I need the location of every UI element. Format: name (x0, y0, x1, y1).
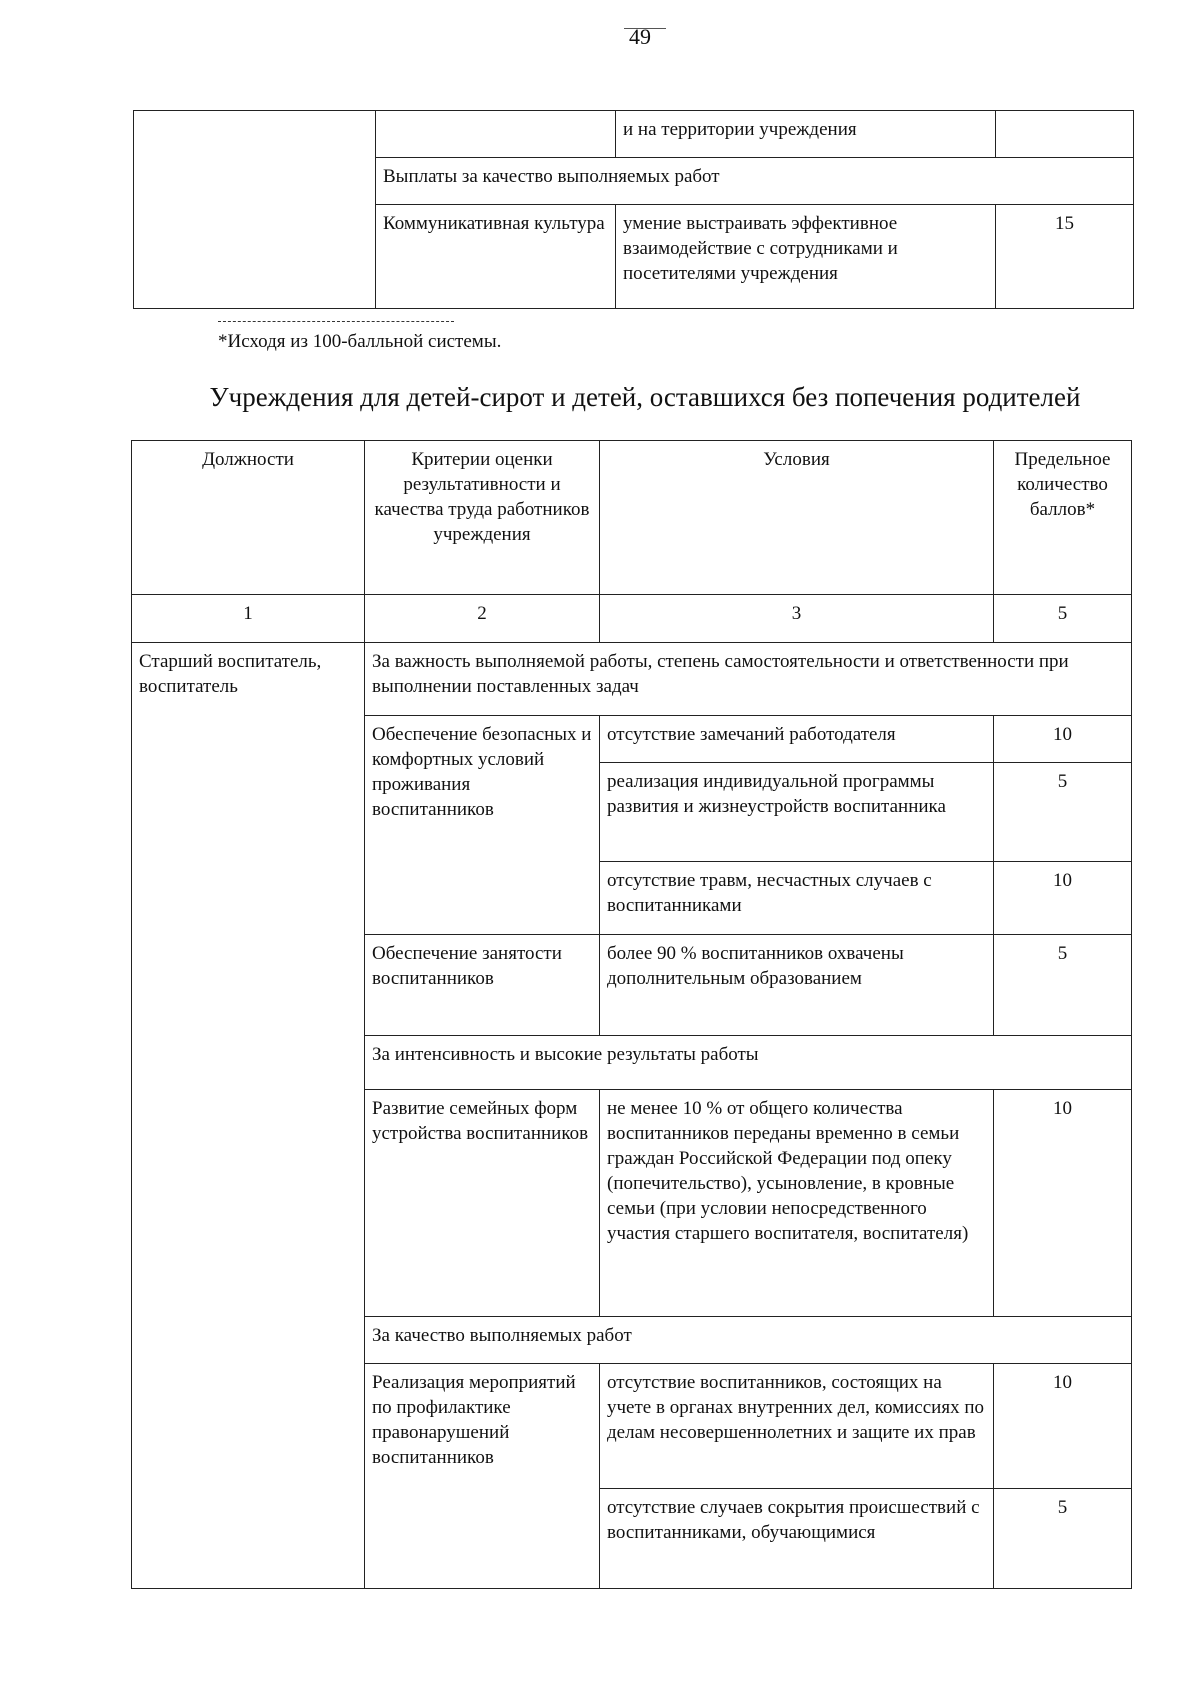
criterion-prevention: Реализация мероприятий по профилактике правонарушений воспитанников (365, 1364, 600, 1589)
score-cell: 15 (996, 205, 1134, 309)
score-cell: 10 (994, 1090, 1132, 1317)
condition-cell: и на территории учреждения (616, 111, 996, 158)
condition-cell: отсутствие воспитанников, состоящих на учете в органах внутренних дел, комиссиях по делам несовершеннолетних и защите их прав (600, 1364, 994, 1489)
condition-cell: реализация индивидуальной программы развития и жизнеустройств воспитанника (600, 763, 994, 862)
condition-cell: более 90 % воспитанников охвачены дополнительным образованием (600, 935, 994, 1036)
footnote-separator (218, 321, 454, 322)
section-row-importance: За важность выполняемой работы, степень самостоятельности и ответственности при выполнении поставленных задач (365, 643, 1132, 716)
criterion-employment: Обеспечение занятости воспитанников (365, 935, 600, 1036)
empty-criterion-cell (376, 111, 616, 158)
criterion-cell: Коммуникативная культура (376, 205, 616, 309)
section-row-quality: За качество выполняемых работ (365, 1317, 1132, 1364)
criterion-family: Развитие семейных форм устройства воспитанников (365, 1090, 600, 1317)
page-number-overline (624, 28, 666, 29)
condition-cell: отсутствие замечаний работодателя (600, 716, 994, 763)
score-cell: 5 (994, 935, 1132, 1036)
column-number: 3 (600, 595, 994, 643)
position-cell: Старший воспитатель, воспитатель (132, 643, 365, 1589)
section-row-intensity: За интенсивность и высокие результаты работы (365, 1036, 1132, 1090)
section-row-quality-payments: Выплаты за качество выполняемых работ (376, 158, 1134, 205)
header-conditions: Условия (600, 441, 994, 595)
score-cell: 5 (994, 763, 1132, 862)
condition-cell: не менее 10 % от общего количества воспитанников переданы временно в семьи граждан Российской Федерации под опеку (попечительство), усыновление, в кровные семьи (при условии непосредственного участия старшего воспитателя, воспитателя) (600, 1090, 994, 1317)
score-cell: 10 (994, 1364, 1132, 1489)
condition-cell: отсутствие травм, несчастных случаев с воспитанниками (600, 862, 994, 935)
column-number: 2 (365, 595, 600, 643)
criteria-table (131, 440, 1132, 1589)
empty-position-cell (134, 111, 376, 309)
section-heading: Учреждения для детей-сирот и детей, оставшихся без попечения родителей (209, 382, 1081, 412)
condition-cell: умение выстраивать эффективное взаимодействие с сотрудниками и посетителями учреждения (616, 205, 996, 309)
criterion-safety: Обеспечение безопасных и комфортных условий проживания воспитанников (365, 716, 600, 935)
column-number: 5 (994, 595, 1132, 643)
continuation-table (133, 110, 1134, 309)
score-cell: 5 (994, 1489, 1132, 1589)
header-max-score: Предельное количество баллов* (994, 441, 1132, 595)
condition-cell: отсутствие случаев сокрытия происшествий с воспитанниками, обучающимися (600, 1489, 994, 1589)
page-number: 49 (629, 24, 651, 49)
score-cell: 10 (994, 716, 1132, 763)
column-number: 1 (132, 595, 365, 643)
score-cell: 10 (994, 862, 1132, 935)
header-position: Должности (132, 441, 365, 595)
footnote: *Исходя из 100-балльной системы. (218, 331, 502, 352)
header-criteria: Критерии оценки результативности и качества труда работников учреждения (365, 441, 600, 595)
empty-score-cell (996, 111, 1134, 158)
